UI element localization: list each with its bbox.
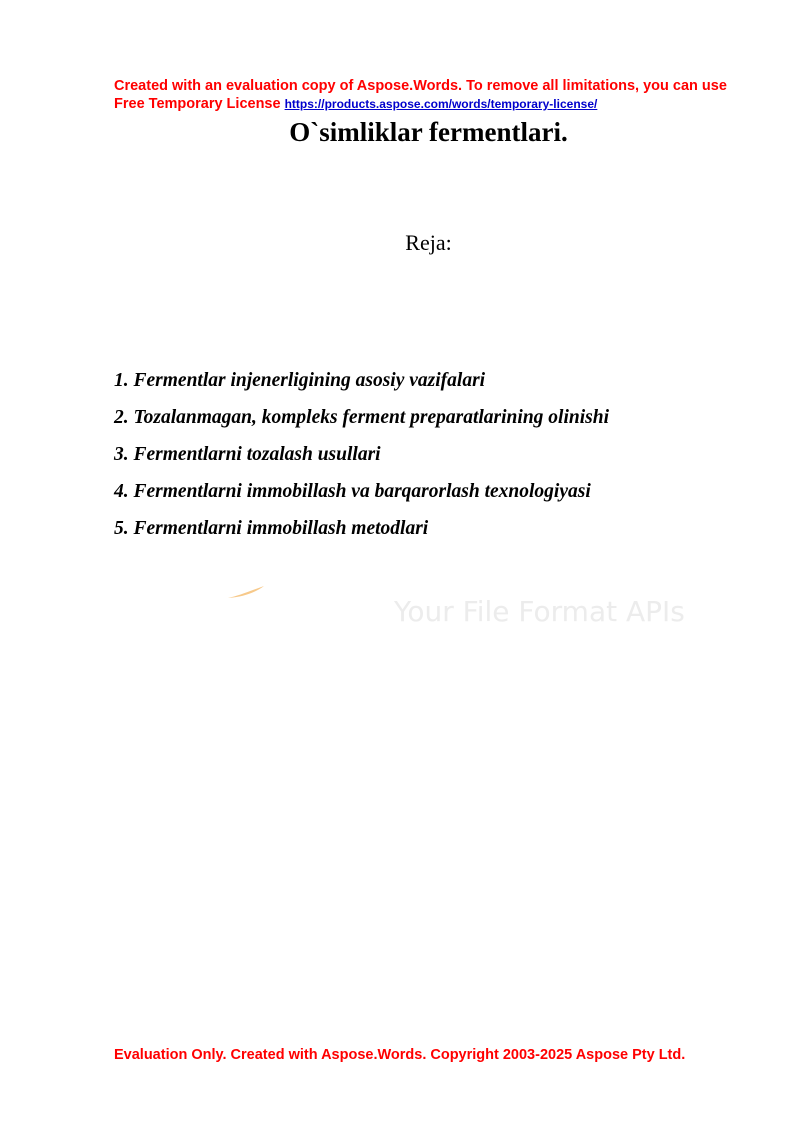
plan-item: 2. Tozalanmagan, kompleks ferment preparatlarining olinishi	[114, 407, 609, 428]
evaluation-header	[114, 77, 754, 113]
plan-list	[114, 367, 774, 552]
plan-item: 4. Fermentlarni immobillash va barqarorlash texnologiyasi	[114, 481, 591, 502]
evaluation-footer: Evaluation Only. Created with Aspose.Words. Copyright 2003-2025 Aspose Pty Ltd.	[114, 1047, 686, 1063]
aspose-logo-icon	[226, 585, 266, 601]
watermark	[226, 585, 686, 635]
evaluation-header-text: Created with an evaluation copy of Aspose.Words. To remove all limitations, you can use Free Temporary License	[114, 78, 727, 112]
plan-item: 5. Fermentlarni immobillash metodlari	[114, 518, 429, 539]
plan-item: 1. Fermentlar injenerligining asosiy vazifalari	[114, 370, 486, 391]
plan-heading: Reja:	[405, 230, 452, 255]
temporary-license-link[interactable]: https://products.aspose.com/words/temporary-license/	[284, 97, 598, 111]
watermark-text: Your File Format APIs	[394, 595, 685, 628]
plan-item: 3. Fermentlarni tozalash usullari	[114, 444, 381, 465]
document-title: O`simliklar fermentlari.	[289, 117, 568, 147]
